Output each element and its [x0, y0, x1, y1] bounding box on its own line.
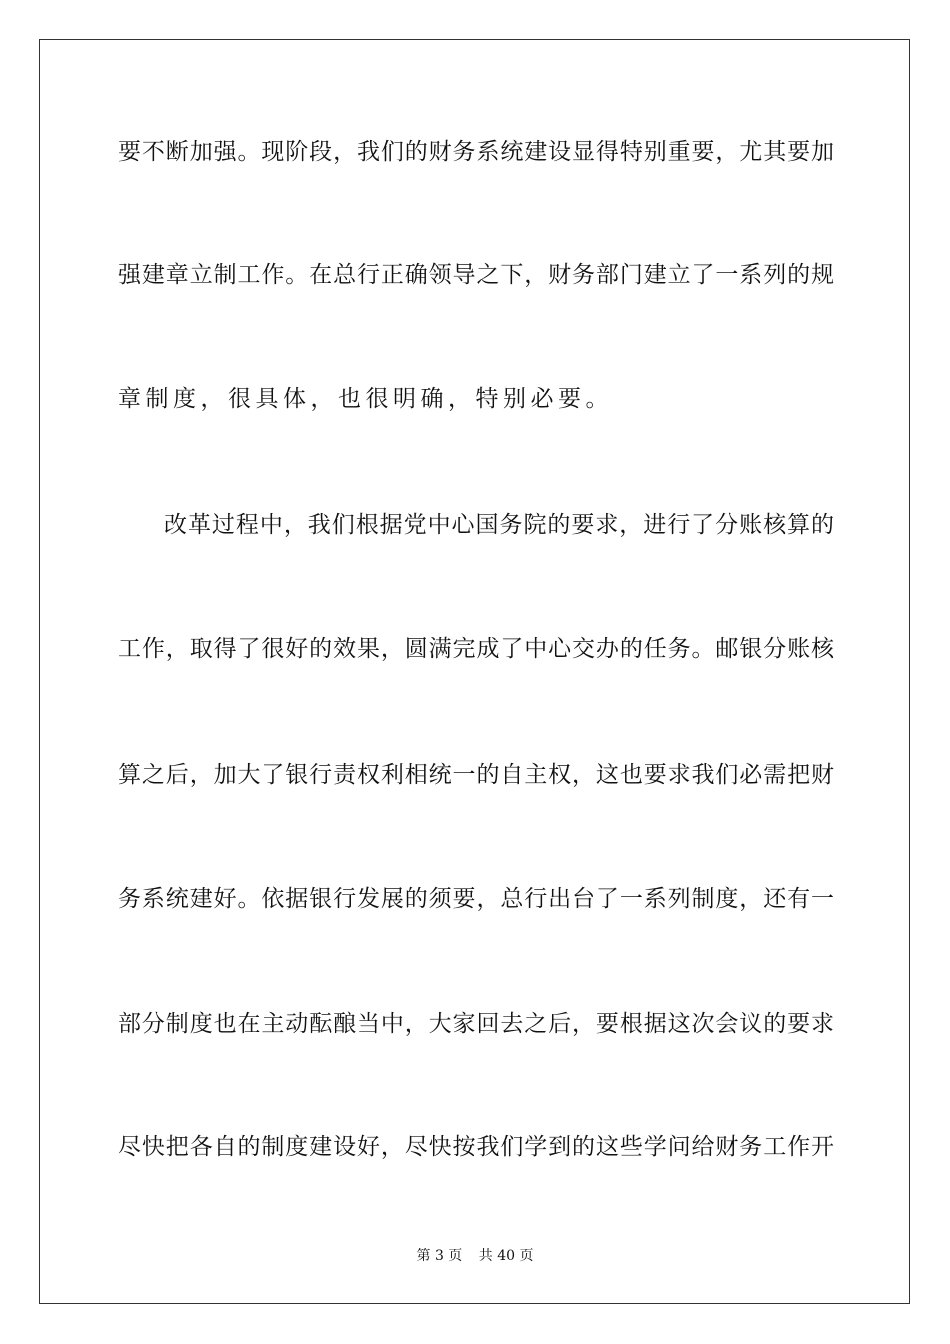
body-text-line: 章制度，很具体，也很明确，特别必要。: [118, 386, 613, 412]
page-number: 第 3 页: [416, 1248, 463, 1264]
paragraph-first-line: 改革过程中，我们根据党中心国务院的要求，进行了分账核算的: [164, 512, 834, 538]
body-text-line: 算之后，加大了银行责权利相统一的自主权，这也要求我们必需把财: [118, 762, 834, 788]
total-pages: 共 40 页: [478, 1248, 534, 1264]
body-text-line: 务系统建好。依据银行发展的须要，总行出台了一系列制度，还有一: [118, 886, 834, 912]
body-text-line: 尽快把各自的制度建设好，尽快按我们学到的这些学问给财务工作开: [118, 1134, 834, 1160]
page-border: [39, 39, 910, 1304]
page-footer: [0, 1245, 950, 1265]
body-text-line: 强建章立制工作。在总行正确领导之下，财务部门建立了一系列的规: [118, 262, 834, 288]
body-text-line: 要不断加强。现阶段，我们的财务系统建设显得特别重要，尤其要加: [118, 139, 834, 165]
body-text-line: 部分制度也在主动酝酿当中，大家回去之后，要根据这次会议的要求: [118, 1011, 834, 1037]
body-text-line: 工作，取得了很好的效果，圆满完成了中心交办的任务。邮银分账核: [118, 636, 834, 662]
